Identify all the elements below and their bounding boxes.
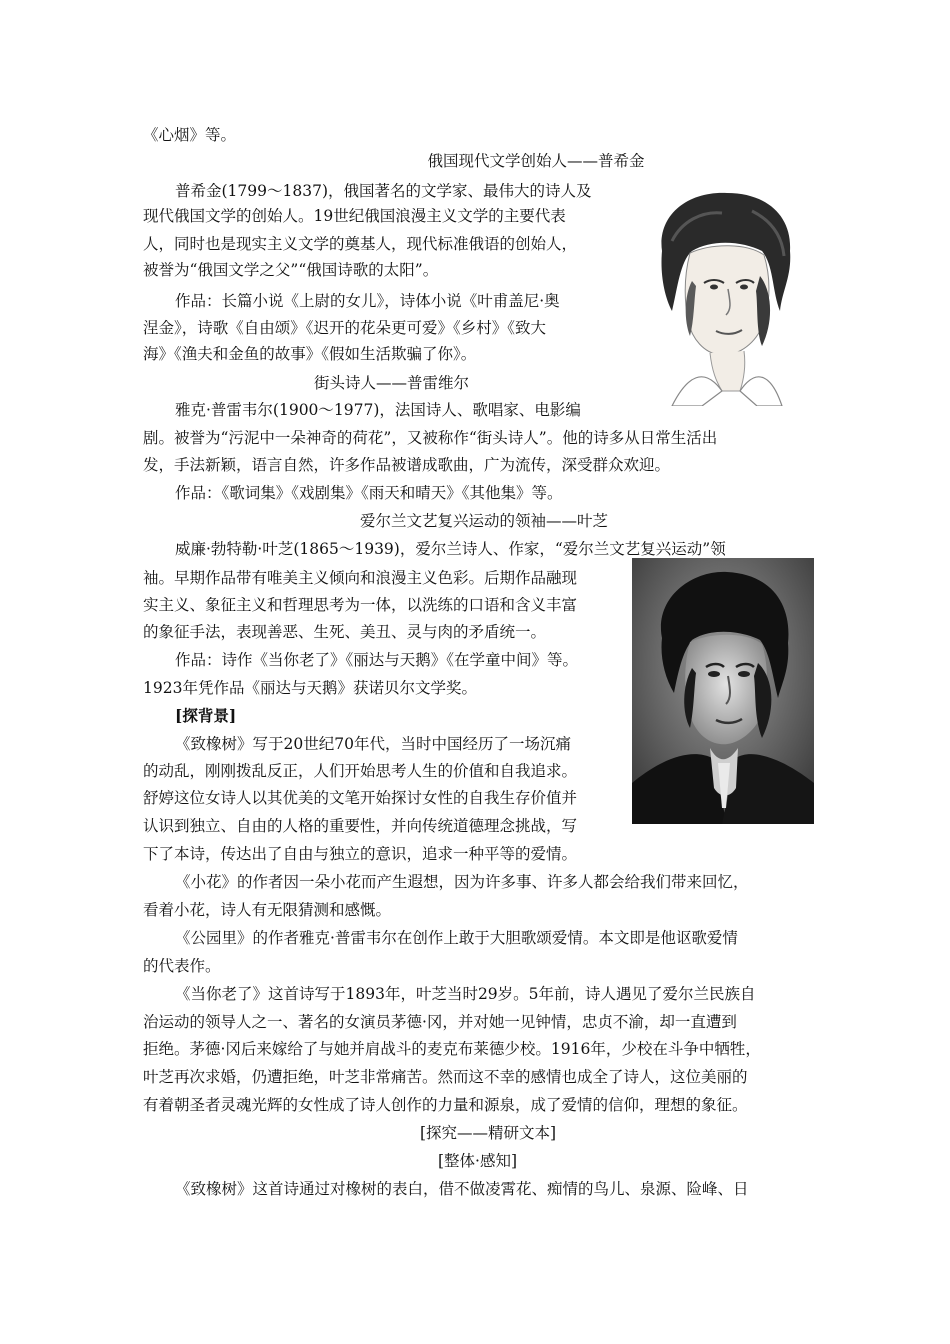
text-line: 袖。早期作品带有唯美主义倾向和浪漫主义色彩。后期作品融现 <box>143 569 578 587</box>
text-line: 治运动的领导人之一、著名的女演员茅德·冈，并对她一见钟情，忠贞不渝，却一直遭到 <box>143 1013 737 1031</box>
text-line: 的代表作。 <box>143 957 221 975</box>
text-line: 涅金》，诗歌《自由颂》《迟开的花朵更可爱》《乡村》《致大 <box>143 319 547 337</box>
portrait-pushkin-painting <box>632 558 814 824</box>
text-line: 发，手法新颖，语言自然，许多作品被谱成歌曲，广为流传，深受群众欢迎。 <box>143 456 671 474</box>
text-line: 作品：《歌词集》《戏剧集》《雨天和晴天》《其他集》等。 <box>175 484 563 502</box>
text-line: 实主义、象征主义和哲理思考为一体，以洗练的口语和含义丰富 <box>143 596 578 614</box>
text-line: 剧。被誉为“污泥中一朵神奇的荷花”，又被称作“街头诗人”。他的诗多从日常生活出 <box>143 429 718 447</box>
text-line: 拒绝。茅德·冈后来嫁给了与她并肩战斗的麦克布莱德少校。1916年，少校在斗争中牺牲， <box>143 1040 761 1058</box>
text-line: 叶芝再次求婚，仍遭拒绝，叶芝非常痛苦。然而这不幸的感情也成全了诗人，这位美丽的 <box>143 1068 748 1086</box>
section-heading-prevert: 街头诗人——普雷维尔 <box>314 374 470 392</box>
text-line: 《小花》的作者因一朵小花而产生遐想，因为许多事、许多人都会给我们带来回忆， <box>175 873 749 891</box>
section-heading-pushkin: 俄国现代文学创始人——普希金 <box>427 152 645 170</box>
section-label-background: [探背景] <box>175 706 237 725</box>
text-line: 现代俄国文学的创始人。19世纪俄国浪漫主义文学的主要代表 <box>143 207 566 225</box>
text-line: 人，同时也是现实主义文学的奠基人，现代标准俄语的创始人， <box>143 235 578 253</box>
text-line: 《致橡树》这首诗通过对橡树的表白，借不做凌霄花、痴情的鸟儿、泉源、险峰、日 <box>175 1180 749 1198</box>
text-line: 看着小花，诗人有无限猜测和感慨。 <box>143 901 392 919</box>
text-line: 1923年凭作品《丽达与天鹅》获诺贝尔文学奖。 <box>143 679 477 697</box>
text-line: 《当你老了》这首诗写于1893年，叶芝当时29岁。5年前，诗人遇见了爱尔兰民族自 <box>175 985 756 1003</box>
text-line: 舒婷这位女诗人以其优美的文笔开始探讨女性的自我生存价值并 <box>143 789 578 807</box>
text-line: 普希金(1799～1837)，俄国著名的文学家、最伟大的诗人及 <box>175 182 592 200</box>
section-heading-overall: [整体·感知] <box>438 1152 518 1170</box>
text-line: 有着朝圣者灵魂光辉的女性成了诗人创作的力量和源泉，成了爱情的信仰，理想的象征。 <box>143 1096 748 1114</box>
text-line: 的动乱，刚刚拨乱反正，人们开始思考人生的价值和自我追求。 <box>143 762 578 780</box>
text-line: 被誉为“俄国文学之父”“俄国诗歌的太阳”。 <box>143 261 439 279</box>
text-line: 《公园里》的作者雅克·普雷韦尔在创作上敢于大胆歌颂爱情。本文即是他讴歌爱情 <box>175 929 738 947</box>
text-line: 雅克·普雷韦尔(1900～1977)，法国诗人、歌唱家、电影编 <box>175 401 581 419</box>
portrait-pushkin-sketch <box>632 181 814 406</box>
text-line: 下了本诗，传达出了自由与独立的意识，追求一种平等的爱情。 <box>143 845 578 863</box>
text-line: 认识到独立、自由的人格的重要性，并向传统道德理念挑战，写 <box>143 817 578 835</box>
section-heading-yeats: 爱尔兰文艺复兴运动的领袖——叶芝 <box>360 512 609 530</box>
section-heading-explore: [探究——精研文本] <box>420 1124 557 1142</box>
text-line: 作品：诗作《当你老了》《丽达与天鹅》《在学童中间》等。 <box>175 651 579 669</box>
text-line: 威廉·勃特勒·叶芝(1865～1939)，爱尔兰诗人、作家，“爱尔兰文艺复兴运动”领 <box>175 540 726 558</box>
text-line: 作品：长篇小说《上尉的女儿》，诗体小说《叶甫盖尼·奥 <box>175 292 560 310</box>
text-line: 《致橡树》写于20世纪70年代，当时中国经历了一场沉痛 <box>175 735 571 753</box>
text-line: 《心烟》等。 <box>143 126 237 144</box>
text-line: 海》《渔夫和金鱼的故事》《假如生活欺骗了你》。 <box>143 345 477 363</box>
text-line: 的象征手法，表现善恶、生死、美丑、灵与肉的矛盾统一。 <box>143 623 547 641</box>
